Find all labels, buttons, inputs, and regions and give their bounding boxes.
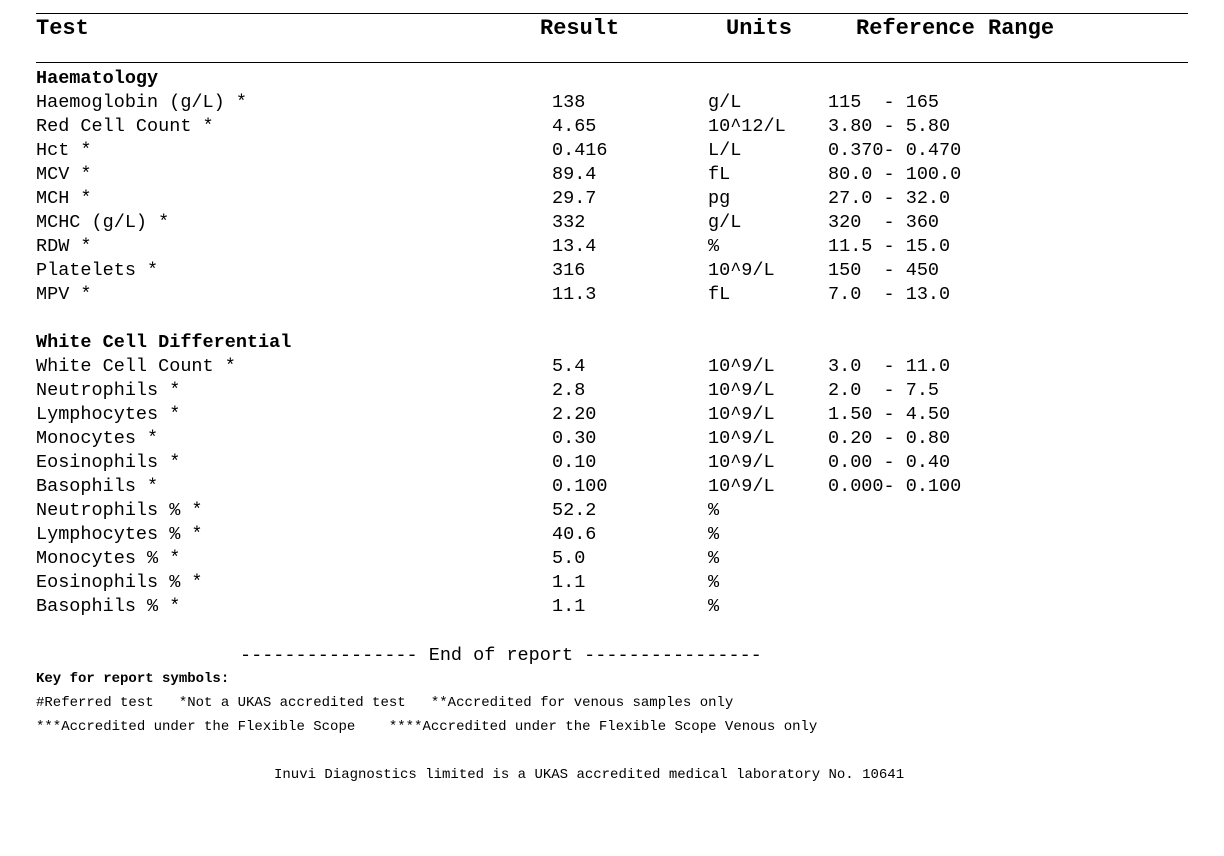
test-name: Basophils % * <box>36 596 181 617</box>
result-row <box>0 475 1224 499</box>
result-units: fL <box>708 164 731 185</box>
result-units: pg <box>708 188 731 209</box>
result-row <box>0 139 1224 163</box>
test-name: Eosinophils * <box>36 452 181 473</box>
test-name: RDW * <box>36 236 92 257</box>
key-title: Key for report symbols: <box>36 671 230 687</box>
result-row <box>0 91 1224 115</box>
section-title: White Cell Differential <box>36 332 292 353</box>
header-bottom-rule <box>36 62 1188 63</box>
result-row <box>0 187 1224 211</box>
test-name: MCV * <box>36 164 92 185</box>
header-units: Units <box>726 16 793 41</box>
test-name: White Cell Count * <box>36 356 236 377</box>
reference-range: 0.20 - 0.80 <box>828 428 951 449</box>
test-name: Hct * <box>36 140 92 161</box>
result-row <box>0 163 1224 187</box>
footer-accreditation: Inuvi Diagnostics limited is a UKAS accredited medical laboratory No. 10641 <box>274 767 905 783</box>
result-units: 10^9/L <box>708 404 775 425</box>
result-units: % <box>708 572 720 593</box>
reference-range: 1.50 - 4.50 <box>828 404 951 425</box>
test-name: MPV * <box>36 284 92 305</box>
result-value: 29.7 <box>552 188 597 209</box>
result-row <box>0 259 1224 283</box>
result-row <box>0 571 1224 595</box>
reference-range: 150 - 450 <box>828 260 940 281</box>
result-value: 332 <box>552 212 586 233</box>
test-name: MCH * <box>36 188 92 209</box>
reference-range: 0.000- 0.100 <box>828 476 962 497</box>
result-units: 10^9/L <box>708 452 775 473</box>
result-value: 0.416 <box>552 140 608 161</box>
result-row <box>0 523 1224 547</box>
test-name: Lymphocytes * <box>36 404 181 425</box>
result-value: 1.1 <box>552 572 586 593</box>
result-value: 52.2 <box>552 500 597 521</box>
result-value: 1.1 <box>552 596 586 617</box>
result-row <box>0 403 1224 427</box>
header-reference-range: Reference Range <box>856 16 1055 41</box>
result-value: 2.20 <box>552 404 597 425</box>
result-row <box>0 451 1224 475</box>
test-name: Basophils * <box>36 476 159 497</box>
result-value: 4.65 <box>552 116 597 137</box>
test-name: MCHC (g/L) * <box>36 212 170 233</box>
result-row <box>0 427 1224 451</box>
result-units: 10^9/L <box>708 356 775 377</box>
result-units: g/L <box>708 212 742 233</box>
result-units: % <box>708 500 720 521</box>
result-value: 13.4 <box>552 236 597 257</box>
test-name: Neutrophils % * <box>36 500 203 521</box>
test-name: Lymphocytes % * <box>36 524 203 545</box>
reference-range: 27.0 - 32.0 <box>828 188 951 209</box>
result-value: 5.0 <box>552 548 586 569</box>
test-name: Neutrophils * <box>36 380 181 401</box>
reference-range: 3.0 - 11.0 <box>828 356 951 377</box>
key-line-1: #Referred test *Not a UKAS accredited test **Accredited for venous samples only <box>36 695 734 711</box>
test-name: Platelets * <box>36 260 159 281</box>
header-result: Result <box>540 16 620 41</box>
top-rule <box>36 13 1188 14</box>
reference-range: 320 - 360 <box>828 212 940 233</box>
test-name: Monocytes * <box>36 428 159 449</box>
result-units: % <box>708 524 720 545</box>
result-value: 0.30 <box>552 428 597 449</box>
reference-range: 0.370- 0.470 <box>828 140 962 161</box>
result-row <box>0 499 1224 523</box>
result-units: fL <box>708 284 731 305</box>
result-row <box>0 547 1224 571</box>
result-units: 10^12/L <box>708 116 786 137</box>
result-row <box>0 283 1224 307</box>
result-units: 10^9/L <box>708 380 775 401</box>
key-line-2: ***Accredited under the Flexible Scope ****Accredited under the Flexible Scope Venous only <box>36 719 818 735</box>
result-value: 0.100 <box>552 476 608 497</box>
result-units: % <box>708 236 720 257</box>
reference-range: 0.00 - 0.40 <box>828 452 951 473</box>
test-name: Monocytes % * <box>36 548 181 569</box>
result-value: 5.4 <box>552 356 586 377</box>
test-name: Red Cell Count * <box>36 116 214 137</box>
result-value: 2.8 <box>552 380 586 401</box>
result-units: % <box>708 596 720 617</box>
result-value: 0.10 <box>552 452 597 473</box>
result-units: % <box>708 548 720 569</box>
result-row <box>0 595 1224 619</box>
end-of-report: ---------------- End of report ---------------- <box>240 645 762 666</box>
result-row <box>0 115 1224 139</box>
reference-range: 2.0 - 7.5 <box>828 380 940 401</box>
result-value: 89.4 <box>552 164 597 185</box>
reference-range: 11.5 - 15.0 <box>828 236 951 257</box>
result-value: 138 <box>552 92 586 113</box>
reference-range: 7.0 - 13.0 <box>828 284 951 305</box>
result-value: 11.3 <box>552 284 597 305</box>
result-units: 10^9/L <box>708 260 775 281</box>
result-value: 40.6 <box>552 524 597 545</box>
result-row <box>0 379 1224 403</box>
section-title: Haematology <box>36 68 159 89</box>
result-row <box>0 355 1224 379</box>
result-units: 10^9/L <box>708 476 775 497</box>
reference-range: 80.0 - 100.0 <box>828 164 962 185</box>
reference-range: 3.80 - 5.80 <box>828 116 951 137</box>
result-row <box>0 211 1224 235</box>
test-name: Eosinophils % * <box>36 572 203 593</box>
result-units: L/L <box>708 140 742 161</box>
result-units: 10^9/L <box>708 428 775 449</box>
result-value: 316 <box>552 260 586 281</box>
result-row <box>0 235 1224 259</box>
header-test: Test <box>36 16 89 41</box>
result-units: g/L <box>708 92 742 113</box>
reference-range: 115 - 165 <box>828 92 940 113</box>
test-name: Haemoglobin (g/L) * <box>36 92 247 113</box>
